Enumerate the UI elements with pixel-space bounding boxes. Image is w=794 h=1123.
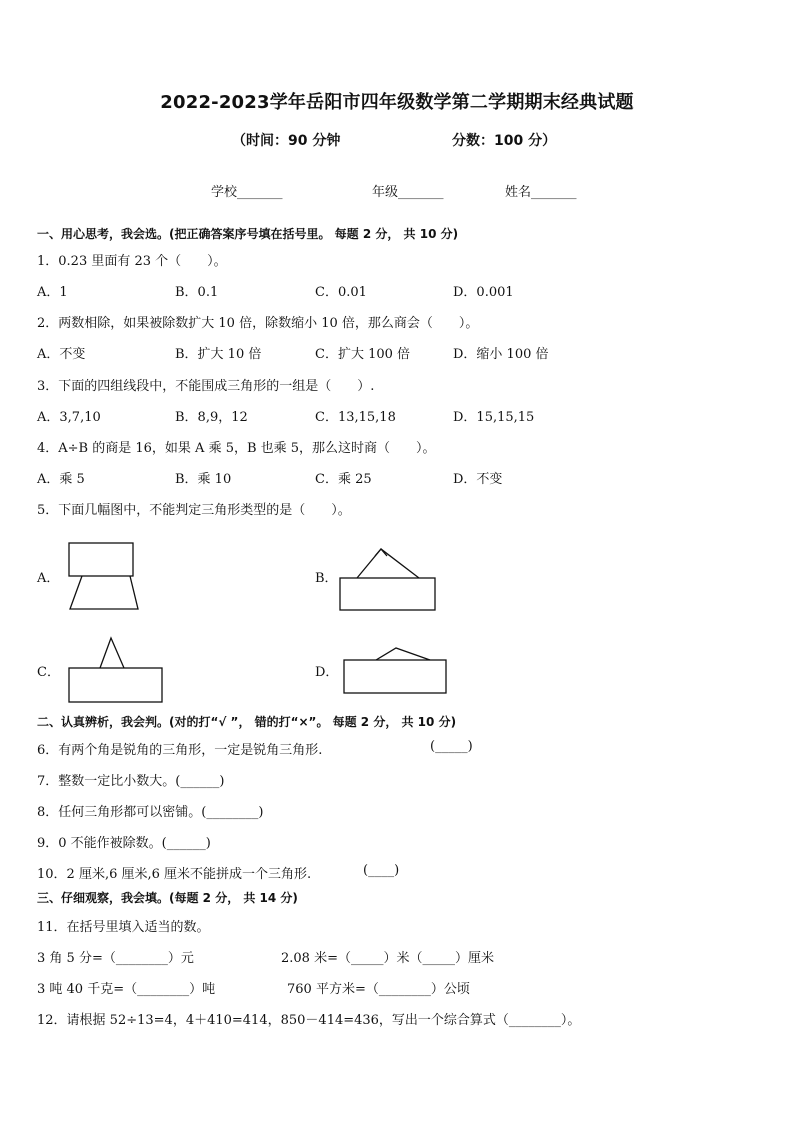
exam-time: （时间：90 分钟 (232, 133, 341, 149)
q11-item-a: 3 角 5 分=（________）元 (37, 951, 194, 966)
q2-option-c: C．扩大 100 倍 (315, 347, 411, 362)
q11-item-b: 2.08 米=（_____）米（_____）厘米 (281, 951, 494, 966)
q4-option-d: D．不变 (453, 472, 503, 487)
question-8: 8．任何三角形都可以密铺。(________) (37, 805, 264, 820)
question-10-blank[interactable]: (____) (363, 863, 400, 878)
q3-option-b: B．8,9，12 (175, 410, 248, 425)
question-1: 1．0.23 里面有 23 个（ ）。 (37, 254, 227, 269)
q11-item-c: 3 吨 40 千克=（________）吨 (37, 982, 216, 997)
grade-field: 年级_______ (372, 185, 444, 200)
figure-c-peak-over-rectangle (64, 633, 168, 705)
q3-option-a: A．3,7,10 (37, 410, 101, 425)
q5-option-a: A． (37, 571, 60, 586)
q1-option-a: A．1 (37, 285, 68, 300)
figure-d-flat-triangle-over-rectangle (338, 642, 450, 698)
q11-item-d: 760 平方米=（________）公顷 (287, 982, 470, 997)
section-heading-fill: 三、仔细观察，我会填。(每题 2 分， 共 14 分) (37, 891, 298, 905)
question-12: 12．请根据 52÷13=4，4＋410=414，850－414=436，写出一个综合算式（________）。 (37, 1013, 581, 1028)
q4-option-c: C．乘 25 (315, 472, 372, 487)
section-heading-judge: 二、认真辨析，我会判。(对的打“√ ”， 错的打“×”。 每题 2 分， 共 10 分) (37, 715, 457, 729)
q3-option-c: C．13,15,18 (315, 410, 396, 425)
page-title: 2022-2023学年岳阳市四年级数学第二学期期末经典试题 (160, 92, 634, 113)
figure-b-triangle-over-rectangle (335, 542, 439, 614)
q4-option-b: B．乘 10 (175, 472, 232, 487)
question-5: 5．下面几幅图中，不能判定三角形类型的是（ ）。 (37, 503, 351, 518)
question-4: 4．A÷B 的商是 16，如果 A 乘 5，B 也乘 5，那么这时商（ ）。 (37, 441, 436, 456)
section-heading-choice: 一、用心思考，我会选。(把正确答案序号填在括号里。 每题 2 分， 共 10 分) (37, 227, 459, 241)
question-9: 9．0 不能作被除数。(______) (37, 836, 211, 851)
school-field: 学校_______ (211, 185, 283, 200)
q5-option-c: C． (37, 665, 60, 680)
question-2: 2．两数相除，如果被除数扩大 10 倍，除数缩小 10 倍，那么商会（ ）。 (37, 316, 479, 331)
question-6: 6．有两个角是锐角的三角形，一定是锐角三角形. (37, 743, 323, 758)
name-field: 姓名_______ (505, 185, 577, 200)
question-3: 3．下面的四组线段中，不能围成三角形的一组是（ ）. (37, 379, 375, 394)
question-6-blank[interactable]: (_____) (430, 739, 473, 754)
q5-option-d: D． (315, 665, 339, 680)
q4-option-a: A．乘 5 (37, 472, 85, 487)
q2-option-d: D．缩小 100 倍 (453, 347, 549, 362)
question-10: 10．2 厘米,6 厘米,6 厘米不能拼成一个三角形. (37, 867, 312, 882)
figure-a-rectangle-over-trapezoid (64, 540, 144, 614)
q5-option-b: B． (315, 571, 338, 586)
q1-option-c: C．0.01 (315, 285, 367, 300)
question-11: 11．在括号里填入适当的数。 (37, 920, 210, 935)
exam-score: 分数：100 分） (452, 133, 557, 149)
q1-option-d: D．0.001 (453, 285, 514, 300)
q2-option-a: A．不变 (37, 347, 86, 362)
q2-option-b: B．扩大 10 倍 (175, 347, 262, 362)
q1-option-b: B．0.1 (175, 285, 219, 300)
q3-option-d: D．15,15,15 (453, 410, 535, 425)
question-7: 7．整数一定比小数大。(______) (37, 774, 225, 789)
